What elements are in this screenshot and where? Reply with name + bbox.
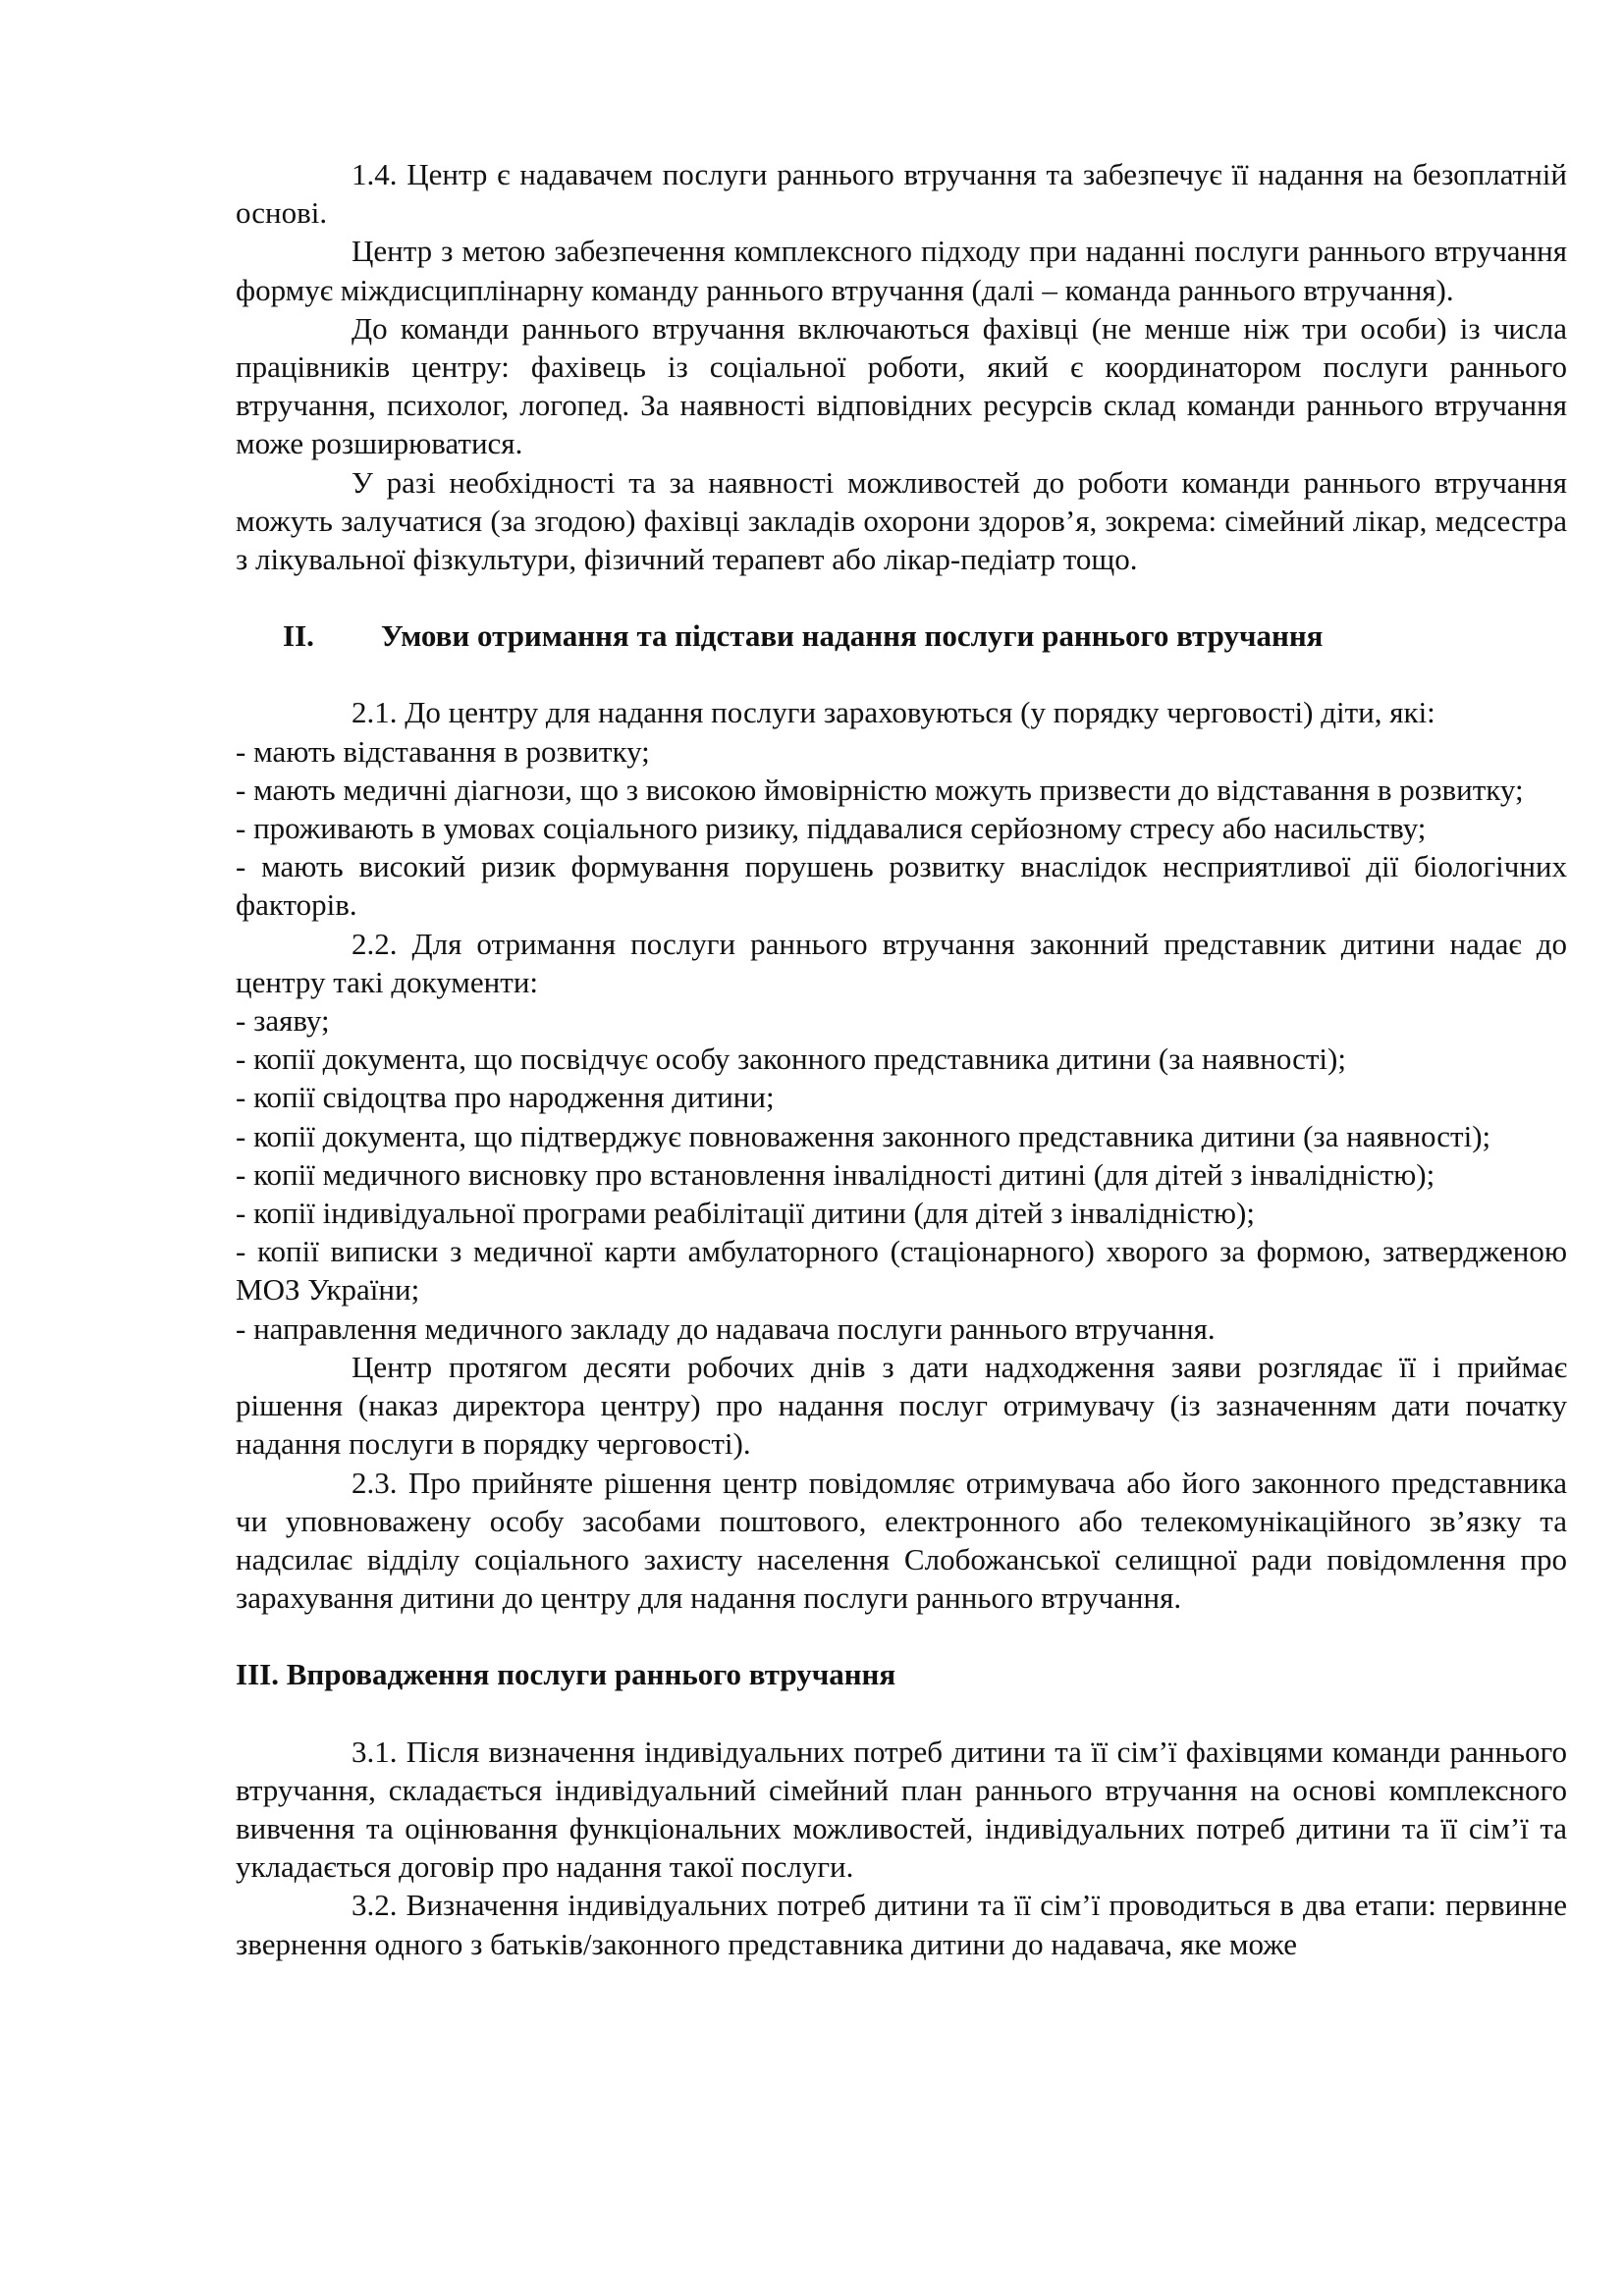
list-item: - мають високий ризик формування порушень розвитку внаслідок несприятливої дії біологічних факторів. bbox=[236, 849, 1567, 923]
list-item: - копії виписки з медичної карти амбулаторного (стаціонарного) хворого за формою, затвердженою МОЗ України; bbox=[236, 1234, 1567, 1308]
list-item: - копії документа, що підтверджує повноваження законного представника дитини (за наявності); bbox=[236, 1118, 1491, 1153]
paragraph-1-4: 1.4. Центр є надавачем послуги раннього втручання та забезпечує її надання на безоплатній основі. bbox=[236, 157, 1567, 231]
list-item: - копії документа, що посвідчує особу законного представника дитини (за наявності); bbox=[236, 1041, 1346, 1077]
paragraph-members: До команди раннього втручання включаються фахівці (не менше ніж три особи) із числа працівників центру: фахівець із соціальної роботи, який є координатором послуги раннього втручання, психолог, логопед. За наявності відповідних ресурсів склад команди раннього втручання може розширюватися. bbox=[236, 310, 1567, 461]
paragraph-team: Центр з метою забезпечення комплексного підходу при наданні послуги раннього втручання формує міждисциплінарну команду раннього втручання (далі – команда раннього втручання). bbox=[236, 234, 1567, 307]
paragraph-2-2: 2.2. Для отримання послуги раннього втручання законний представник дитини надає до центру такі документи: bbox=[236, 926, 1567, 999]
section-2-heading bbox=[236, 616, 1567, 655]
paragraph-2-3: 2.3. Про прийняте рішення центр повідомляє отримувача або його законного представника чи уповноважену особу засобами поштового, електронного або телекомунікаційного зв’язку та надсилає відділу соціального захисту населення Слобожанської селищної ради повідомлення про зарахування дитини до центру для надання послуги раннього втручання. bbox=[236, 1465, 1567, 1616]
section-3-heading: III. Впровадження послуги раннього втручання bbox=[236, 1657, 896, 1692]
document-page bbox=[236, 155, 1567, 1963]
paragraph-health-specialists: У разі необхідності та за наявності можливостей до роботи команди раннього втручання можуть залучатися (за згодою) фахівці закладів охорони здоров’я, зокрема: сімейний лікар, медсестра з лікувальної фізкультури, фізичний терапевт або лікар-педіатр тощо. bbox=[236, 464, 1567, 577]
list-item: - копії медичного висновку про встановлення інвалідності дитині (для дітей з інвалідністю); bbox=[236, 1156, 1435, 1192]
list-item: - копії індивідуальної програми реабілітації дитини (для дітей з інвалідністю); bbox=[236, 1196, 1255, 1231]
list-item: - проживають в умовах соціального ризику, піддавалися серйозному стресу або насильству; bbox=[236, 811, 1427, 846]
section-2-title: Умови отримання та підстави надання послуги раннього втручання bbox=[381, 618, 1324, 654]
paragraph-decision: Центр протягом десяти робочих днів з дати надходження заяви розглядає її і приймає рішення (наказ директора центру) про надання послуг отримувачу (із зазначенням дати початку надання послуги в порядку черговості). bbox=[236, 1349, 1567, 1462]
list-item: - копії свідоцтва про народження дитини; bbox=[236, 1080, 775, 1115]
list-item: - направлення медичного закладу до надавача послуги раннього втручання. bbox=[236, 1310, 1216, 1346]
section-2-number: II. bbox=[283, 618, 314, 654]
paragraph-3-2: 3.2. Визначення індивідуальних потреб дитини та її сім’ї проводиться в два етапи: первинне звернення одного з батьків/законного представника дитини до надавача, яке може bbox=[236, 1888, 1567, 1961]
list-item: - мають медичні діагнози, що з високою ймовірністю можуть призвести до відставання в розвитку; bbox=[236, 772, 1524, 807]
paragraph-2-1: 2.1. До центру для надання послуги зараховуються (у порядку черговості) діти, які: bbox=[352, 695, 1435, 730]
paragraph-3-1: 3.1. Після визначення індивідуальних потреб дитини та її сім’ї фахівцями команди раннього втручання, складається індивідуальний сімейний план раннього втручання на основі комплексного вивчення та оцінювання функціональних можливостей, індивідуальних потреб дитини та її сім’ї та укладається договір про надання такої послуги. bbox=[236, 1734, 1567, 1885]
list-item: - заяву; bbox=[236, 1003, 330, 1039]
list-item: - мають відставання в розвитку; bbox=[236, 733, 650, 769]
